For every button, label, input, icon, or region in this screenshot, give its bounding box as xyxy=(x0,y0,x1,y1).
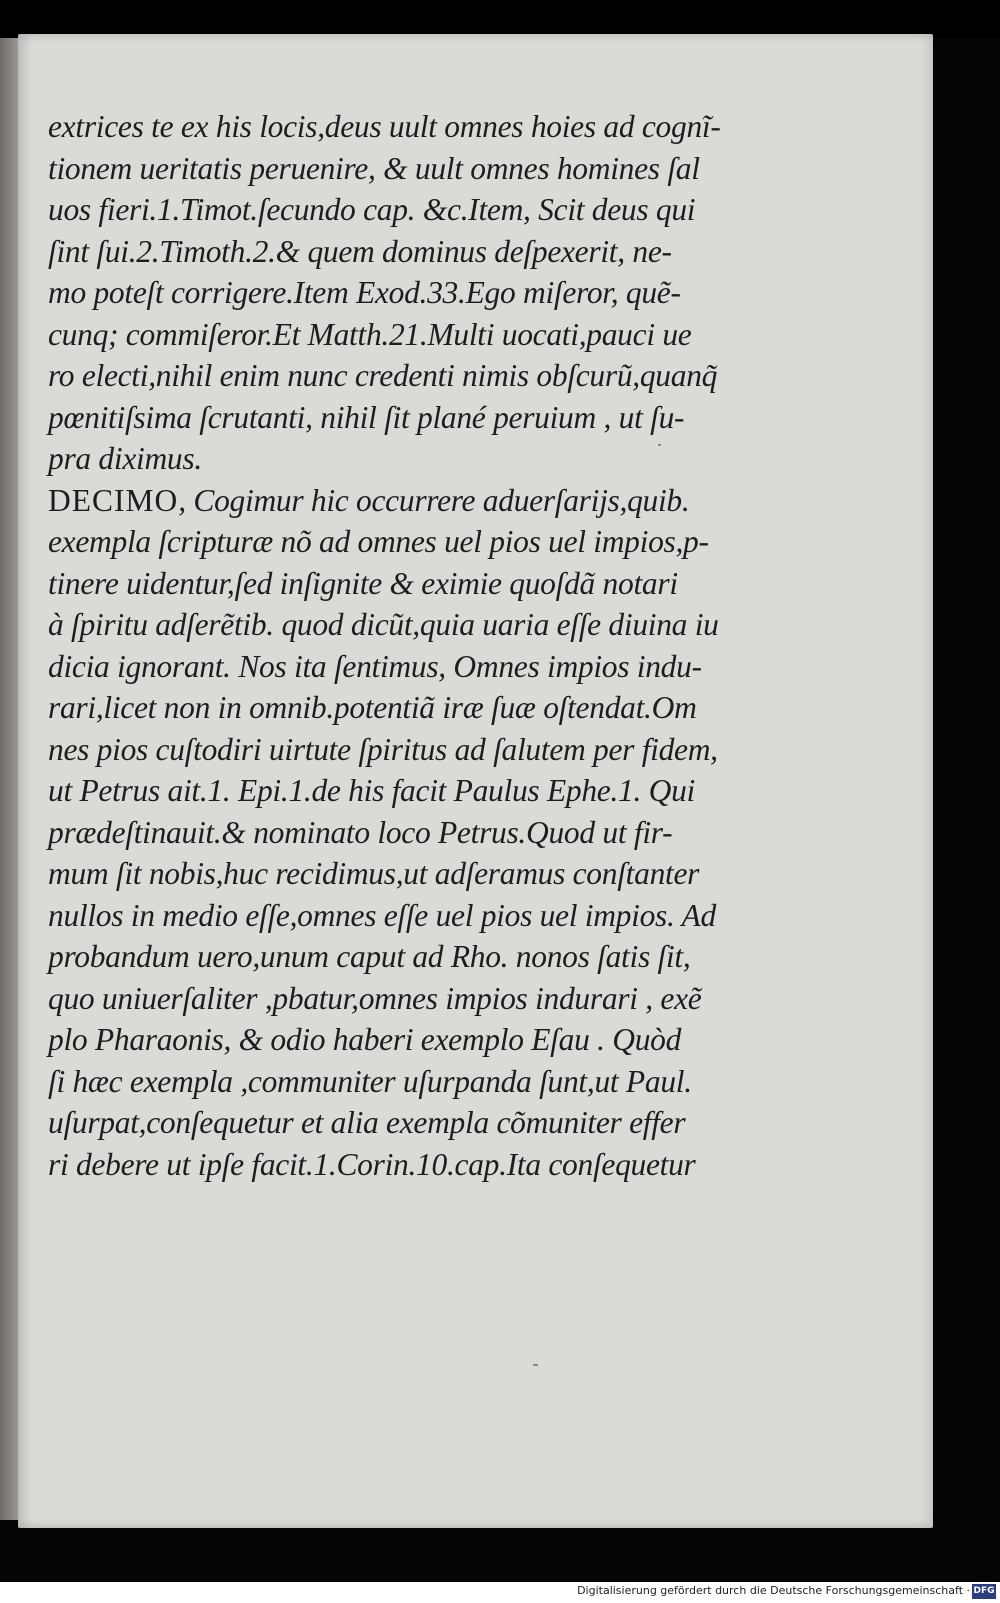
text-line: mum ſit nobis,huc recidimus,ut adſeramus conſtanter xyxy=(48,856,700,891)
text-line: nes pios cuſtodiri uirtute ſpiritus ad ſalutem per fidem, xyxy=(48,731,718,767)
dfg-logo-icon: DFG xyxy=(972,1584,996,1599)
page-text xyxy=(48,106,928,1185)
text-line: exempla ſcripturæ nõ ad omnes uel pios uel impios,p- xyxy=(48,524,709,559)
text-line: uſurpat,conſequetur et alia exempla cõmuniter effer xyxy=(48,1105,686,1140)
scan-top-border xyxy=(0,0,1000,38)
text-line: nullos in medio eſſe,omnes eſſe uel pios uel impios. Ad xyxy=(48,897,716,933)
text-line: probandum uero,unum caput ad Rho. nonos ſatis ſit, xyxy=(48,939,691,974)
text-line: ſint ſui.2.Timoth.2.& quem dominus deſpexerit, ne- xyxy=(48,233,672,269)
text-line: prædeſtinauit.& nominato loco Petrus.Quod ut fir- xyxy=(48,814,673,850)
text-line: ſi hæc exempla ,communiter uſurpanda ſunt,ut Paul. xyxy=(48,1063,692,1099)
text-line: mo poteſt corrigere.Item Exod.33.Ego miſeror, quẽ- xyxy=(48,275,681,310)
section-heading-text: , Cogimur hic occurrere aduerſarijs,quib. xyxy=(178,482,690,518)
digitization-credit: Digitalisierung gefördert durch die Deutsche Forschungsgemeinschaft · xyxy=(577,1584,970,1597)
text-line: dicia ignorant. Nos ita ſentimus, Omnes impios indu- xyxy=(48,648,702,684)
text-line: quo uniuerſaliter ,pbatur,omnes impios indurari , exẽ xyxy=(48,980,702,1016)
paper-speck xyxy=(533,1364,538,1366)
section-heading-line xyxy=(48,480,928,522)
text-line: rari,licet non in omnib.potentiã iræ ſuæ oſtendat.Om xyxy=(48,690,697,725)
text-line: cunq; commiſeror.Et Matth.21.Multi uocati,pauci ue xyxy=(48,316,692,352)
section-heading: DECIMO xyxy=(48,482,179,518)
text-line: pra diximus. xyxy=(48,441,202,476)
text-line: uos fieri.1.Timot.ſecundo cap. &c.Item, Scit deus qui xyxy=(48,192,696,227)
text-line: plo Pharaonis, & odio haberi exemplo Eſau . Quòd xyxy=(48,1022,682,1057)
text-line: extrices te ex his locis,deus uult omnes hoies ad cognĩ- xyxy=(48,109,721,144)
text-line: ri debere ut ipſe facit.1.Corin.10.cap.Ita conſequetur xyxy=(48,1146,696,1182)
text-line: à ſpiritu adſerẽtib. quod dicũt,quia uaria eſſe diuina iu xyxy=(48,607,719,642)
book-page xyxy=(18,34,933,1528)
text-line: ut Petrus ait.1. Epi.1.de his facit Paulus Ephe.1. Qui xyxy=(48,773,695,808)
text-line: tinere uidentur,ſed inſignite & eximie quoſdã notari xyxy=(48,565,678,601)
text-line: tionem ueritatis peruenire, & uult omnes homines ſal xyxy=(48,150,700,186)
text-line: ro electi,nihil enim nunc credenti nimis obſcurũ,quanq̃ xyxy=(48,358,718,393)
text-line: pœnitiſsima ſcrutanti, nihil ſit plané peruium , ut ſu- xyxy=(48,399,685,435)
paper-speck xyxy=(658,444,661,446)
